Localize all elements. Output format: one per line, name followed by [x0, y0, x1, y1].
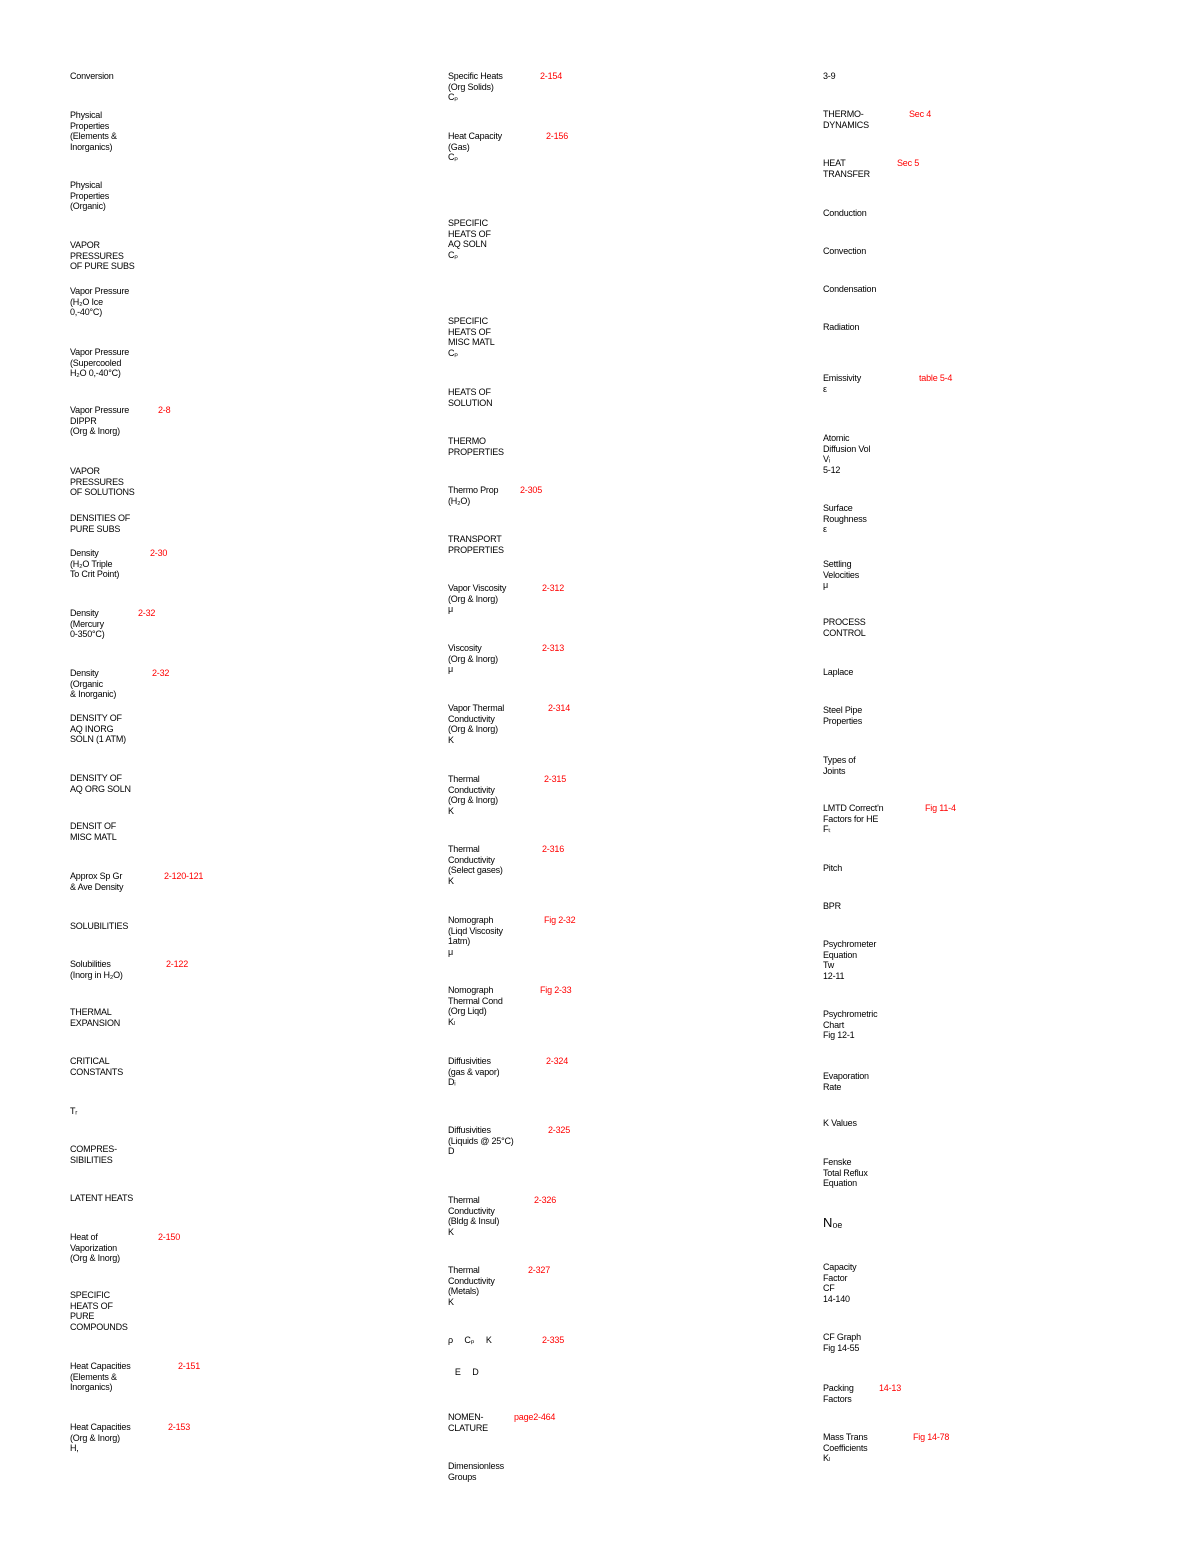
index-entry [823, 901, 841, 912]
index-entry [70, 405, 171, 437]
entry-label: THERMAL EXPANSION [70, 1007, 121, 1028]
index-entry [448, 1265, 551, 1307]
entry-reference: 2-325 [548, 1125, 571, 1135]
index-entry [448, 71, 563, 103]
entry-label: Fenske Total Reflux Equation [823, 1157, 868, 1188]
index-entry [448, 534, 504, 555]
index-entry [448, 844, 565, 886]
entry-label: Solubilities (Inorg in H₂O) [70, 959, 123, 980]
index-entry [70, 1232, 181, 1264]
index-entry [823, 1262, 856, 1304]
entry-reference: Sec 4 [909, 109, 932, 119]
index-entry [823, 667, 853, 678]
index-entry [823, 617, 866, 638]
entry-label: Surface Roughness ε [823, 503, 867, 534]
entry-label: Psychrometric Chart Fig 12-1 [823, 1009, 878, 1040]
index-entry [823, 1157, 868, 1189]
index-entry [823, 755, 855, 776]
entry-label: Heat Capacity (Gas) Cₚ [448, 131, 502, 162]
entry-label: Thermal Conductivity (Bldg & Insul) K [448, 1195, 500, 1237]
index-entry [823, 373, 953, 394]
entry-label: DENSITY OF AQ INORG SOLN (1 ATM) [70, 713, 126, 744]
index-entry [823, 433, 870, 475]
entry-label: Laplace [823, 667, 854, 677]
index-entry [70, 347, 129, 379]
entry-reference: 2-156 [546, 131, 569, 141]
index-entry [448, 485, 543, 506]
index-entry [70, 1361, 201, 1393]
entry-label: Nomograph (Liqd Viscosity 1atm) μ [448, 915, 503, 957]
entry-label: HEATS OF SOLUTION [448, 387, 493, 408]
index-entry [70, 466, 135, 498]
entry-label: Thermo Prop (H₂O) [448, 485, 499, 506]
entry-reference: 2-335 [542, 1335, 565, 1345]
entry-reference: 2-32 [152, 668, 170, 678]
index-entry [823, 863, 842, 874]
entry-label: Pitch [823, 863, 843, 873]
index-entry [448, 131, 569, 163]
entry-label: Vapor Pressure (Supercooled H₂O 0,-40°C) [70, 347, 130, 378]
index-entry [70, 1193, 133, 1204]
entry-reference: 2-8 [158, 405, 171, 415]
entry-label: DENSIT OF MISC MATL [70, 821, 117, 842]
entry-label: Tᵣ [70, 1106, 78, 1116]
index-entry [448, 387, 492, 408]
entry-reference: 2-153 [168, 1422, 191, 1432]
entry-reference: page2-464 [514, 1412, 556, 1422]
index-entry [70, 821, 117, 842]
entry-label: SOLUBILITIES [70, 921, 129, 931]
entry-label: Settling Velocities μ [823, 559, 860, 590]
entry-reference: 2-327 [528, 1265, 551, 1275]
index-entry [70, 1422, 191, 1454]
index-entry [70, 110, 117, 152]
entry-label: Physical Properties (Elements & Inorganics) [70, 110, 117, 152]
entry-label: NOMEN- CLATURE [448, 1412, 488, 1433]
entry-reference: 2-150 [158, 1232, 181, 1242]
index-entry [70, 240, 135, 272]
index-entry [448, 1335, 565, 1346]
entry-reference: 2-154 [540, 71, 563, 81]
index-entry [823, 1332, 861, 1353]
index-entry [448, 1056, 569, 1088]
entry-label: Viscosity (Org & Inorg) μ [448, 643, 498, 674]
entry-reference: Fig 11-4 [925, 803, 956, 813]
index-entry [448, 774, 567, 816]
entry-label: DENSITY OF AQ ORG SOLN [70, 773, 131, 794]
entry-label: Conversion [70, 71, 114, 81]
entry-label: BPR [823, 901, 841, 911]
entry-label: Steel Pipe Properties [823, 705, 863, 726]
entry-label: PROCESS CONTROL [823, 617, 866, 638]
entry-label: Nomograph Thermal Cond (Org Liqd) Kₗ [448, 985, 503, 1027]
entry-reference: Fig 2-32 [544, 915, 576, 925]
index-entry [823, 322, 859, 333]
entry-label: Density (H₂O Triple To Crit Point) [70, 548, 120, 579]
index-entry [448, 985, 572, 1027]
index-entry [70, 180, 109, 212]
entry-label: Psychrometer Equation Tw 12-11 [823, 939, 877, 981]
entry-reference: 2-324 [546, 1056, 569, 1066]
entry-label: SPECIFIC HEATS OF PURE COMPOUNDS [70, 1290, 128, 1332]
index-entry [823, 1009, 877, 1041]
index-entry [70, 286, 129, 318]
entry-reference: Sec 5 [897, 158, 920, 168]
index-entry [823, 284, 876, 295]
entry-label: COMPRES- SIBILITIES [70, 1144, 117, 1165]
index-entry [823, 208, 867, 219]
index-entry [70, 921, 128, 932]
entry-label: Density (Organic & Inorganic) [70, 668, 117, 699]
index-entry [823, 71, 835, 82]
index-entry [823, 1432, 950, 1464]
entry-reference: 2-120-121 [164, 871, 204, 881]
entry-label: SPECIFIC HEATS OF AQ SOLN Cₚ [448, 218, 491, 260]
index-entry [823, 158, 920, 179]
entry-label: 3-9 [823, 71, 836, 81]
index-entry [70, 1290, 128, 1332]
entry-label: Dimensionless Groups [448, 1461, 504, 1482]
index-entry [70, 608, 156, 640]
index-entry [70, 71, 114, 82]
index-entry [448, 703, 571, 745]
entry-label: Thermal Conductivity (Metals) K [448, 1265, 495, 1307]
index-entry [823, 503, 867, 535]
index-entry [70, 548, 168, 580]
entry-label: VAPOR PRESSURES OF PURE SUBS [70, 240, 135, 271]
index-entry [70, 959, 189, 980]
index-entry [70, 773, 131, 794]
index-entry [70, 871, 204, 892]
entry-label: Capacity Factor CF 14-140 [823, 1262, 857, 1304]
entry-label: Diffusivities (gas & vapor) Dᵢ [448, 1056, 500, 1087]
index-entry [448, 316, 495, 358]
index-entry [448, 915, 576, 957]
entry-reference: 14-13 [879, 1383, 902, 1393]
index-entry [448, 1195, 557, 1237]
entry-label: Mass Trans Coefficients Kₗ [823, 1432, 868, 1463]
entry-label: LMTD Correct'n Factors for HE Fₜ [823, 803, 884, 834]
entry-reference: 2-305 [520, 485, 543, 495]
entry-label: K Values [823, 1118, 857, 1128]
entry-label: Heat of Vaporization (Org & Inorg) [70, 1232, 120, 1263]
index-entry [448, 436, 504, 457]
index-entry [823, 559, 859, 591]
entry-label: SPECIFIC HEATS OF MISC MATL Cₚ [448, 316, 495, 358]
index-entry [823, 1071, 869, 1092]
entry-label: Vapor Pressure (H₂O Ice 0,-40°C) [70, 286, 130, 317]
entry-label: Packing Factors [823, 1383, 854, 1404]
entry-reference: 2-315 [544, 774, 567, 784]
entry-label: DENSITIES OF PURE SUBS [70, 513, 131, 534]
entry-reference: 2-316 [542, 844, 565, 854]
index-entry [823, 1383, 902, 1404]
entry-label: Thermal Conductivity (Select gases) K [448, 844, 503, 886]
entry-label: Emissivity ε [823, 373, 861, 394]
index-entry [823, 246, 866, 257]
index-entry [70, 1106, 77, 1117]
entry-label: Convection [823, 246, 867, 256]
entry-reference: 2-151 [178, 1361, 201, 1371]
entry-label: Diffusivities (Liquids @ 25°C) D [448, 1125, 514, 1156]
index-entry [70, 513, 130, 534]
index-entry [70, 1007, 120, 1028]
entry-label: Physical Properties (Organic) [70, 180, 110, 211]
index-entry [823, 705, 862, 726]
entry-label: Vapor Pressure DIPPR (Org & Inorg) [70, 405, 130, 436]
index-entry [448, 583, 565, 615]
index-entry [448, 1125, 571, 1157]
entry-reference: 2-312 [542, 583, 565, 593]
entry-reference: 2-122 [166, 959, 189, 969]
entry-label: Conduction [823, 208, 867, 218]
entry-label: CF Graph Fig 14-55 [823, 1332, 861, 1353]
index-entry [823, 1216, 842, 1230]
entry-label: VAPOR PRESSURES OF SOLUTIONS [70, 466, 135, 497]
entry-reference: 2-30 [150, 548, 168, 558]
index-entry [70, 1144, 117, 1165]
index-entry [448, 218, 491, 260]
entry-label: Atomic Diffusion Vol Vᵢ 5-12 [823, 433, 871, 475]
entry-label: ρ Cₚ K [448, 1335, 492, 1345]
entry-label: Heat Capacities (Elements & Inorganics) [70, 1361, 131, 1392]
index-entry [70, 1056, 123, 1077]
entry-label: HEAT TRANSFER [823, 158, 870, 179]
entry-label: Vapor Viscosity (Org & Inorg) μ [448, 583, 507, 614]
entry-label: Approx Sp Gr & Ave Density [70, 871, 124, 892]
entry-label: Radiation [823, 322, 860, 332]
entry-label: LATENT HEATS [70, 1193, 134, 1203]
entry-label: Heat Capacities (Org & Inorg) H, [70, 1422, 131, 1453]
entry-label: Thermal Conductivity (Org & Inorg) K [448, 774, 498, 816]
entry-label: THERMO- DYNAMICS [823, 109, 869, 130]
entry-label: Specific Heats (Org Solids) Cₚ [448, 71, 503, 102]
entry-label: N₀ₑ [823, 1215, 843, 1230]
entry-label: Vapor Thermal Conductivity (Org & Inorg) K [448, 703, 505, 745]
entry-reference: table 5-4 [919, 373, 953, 383]
entry-label: THERMO PROPERTIES [448, 436, 504, 457]
index-entry [448, 643, 565, 675]
index-entry [70, 668, 170, 700]
entry-reference: 2-313 [542, 643, 565, 653]
entry-reference: 2-314 [548, 703, 571, 713]
index-entry [823, 1118, 857, 1129]
index-entry [823, 109, 932, 130]
entry-label: E D [448, 1367, 479, 1377]
entry-reference: Fig 14-78 [913, 1432, 950, 1442]
entry-reference: 2-32 [138, 608, 156, 618]
index-entry [448, 1412, 556, 1433]
entry-reference: Fig 2-33 [540, 985, 572, 995]
index-entry [70, 713, 126, 745]
index-entry [823, 939, 876, 981]
entry-reference: 2-326 [534, 1195, 557, 1205]
index-entry [448, 1461, 504, 1482]
entry-label: Density (Mercury 0-350°C) [70, 608, 105, 639]
index-entry [823, 803, 956, 835]
entry-label: Types of Joints [823, 755, 856, 776]
entry-label: TRANSPORT PROPERTIES [448, 534, 504, 555]
entry-label: Condensation [823, 284, 877, 294]
entry-label: Evaporation Rate [823, 1071, 869, 1092]
entry-label: CRITICAL CONSTANTS [70, 1056, 124, 1077]
index-entry [448, 1367, 479, 1378]
